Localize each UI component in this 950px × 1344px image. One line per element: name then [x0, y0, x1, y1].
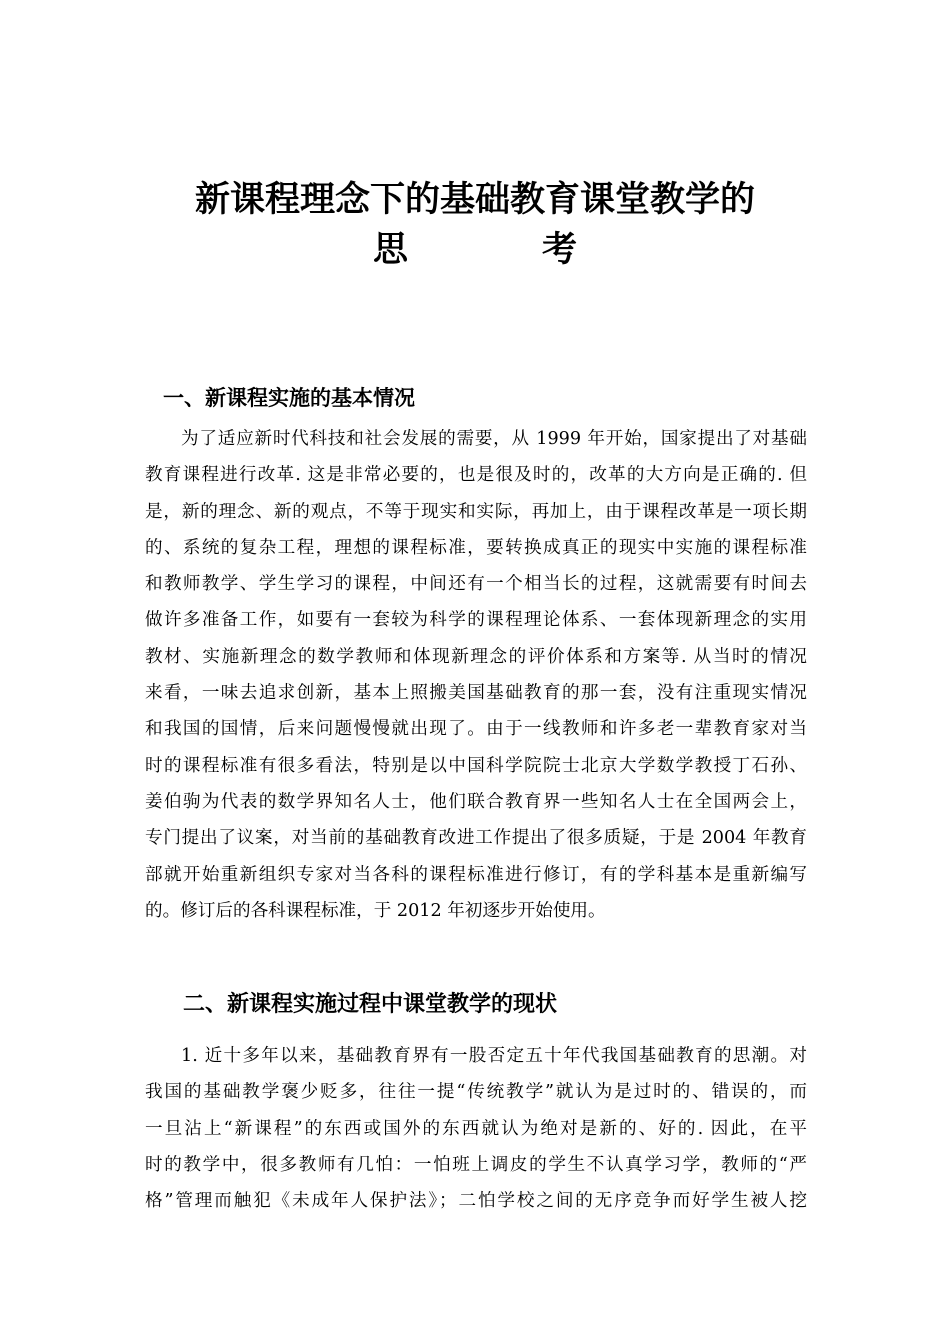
document-title-line-2: [120, 226, 830, 274]
paragraph-line: 部就开始重新组织专家对当各科的课程标准进行修订，有的学科基本是重新编写: [145, 864, 807, 885]
paragraph-line: 的。修订后的各科课程标准，于 2012 年初逐步开始使用。: [145, 900, 606, 921]
title-char-kao: 考: [542, 230, 578, 270]
section-1-paragraph: [145, 421, 807, 929]
paragraph-line: 姜伯驹为代表的数学界知名人士，他们联合教育界一些知名人士在全国两会上，: [145, 791, 807, 812]
section-1-heading: 一、新课程实施的基本情况: [163, 386, 415, 410]
paragraph-line: 做许多准备工作，如要有一套较为科学的课程理论体系、一套体现新理念的实用: [145, 610, 807, 631]
paragraph-line: 专门提出了议案，对当前的基础教育改进工作提出了很多质疑，于是 2004 年教育: [145, 828, 807, 849]
section-2-paragraph: [145, 1038, 807, 1219]
paragraph-line: 和我国的国情，后来问题慢慢就出现了。由于一线教师和许多老一辈教育家对当: [145, 719, 807, 740]
title-char-si: 思: [372, 230, 408, 270]
paragraph-line: 一旦沾上“新课程”的东西或国外的东西就认为绝对是新的、好的. 因此，在平: [145, 1118, 807, 1139]
paragraph-line: 格”管理而触犯《未成年人保护法》；二怕学校之间的无序竞争而好学生被人挖: [145, 1191, 807, 1212]
section-2-heading: 二、新课程实施过程中课堂教学的现状: [183, 992, 558, 1017]
paragraph-line: 1. 近十多年以来，基础教育界有一股否定五十年代我国基础教育的思潮。对: [181, 1046, 807, 1066]
paragraph-line: 是，新的理念、新的观点，不等于现实和实际，再加上，由于课程改革是一项长期: [145, 501, 807, 522]
document-title-line-1: 新课程理念下的基础教育课堂教学的: [194, 180, 755, 220]
paragraph-line: 为了适应新时代科技和社会发展的需要，从 1999 年开始，国家提出了对基础: [181, 429, 807, 449]
paragraph-line: 时的课程标准有很多看法，特别是以中国科学院院士北京大学数学教授丁石孙、: [145, 755, 807, 776]
paragraph-line: 时的教学中，很多教师有几怕：一怕班上调皮的学生不认真学习学，教师的“严: [145, 1154, 807, 1175]
paragraph-line: 的、系统的复杂工程，理想的课程标准，要转换成真正的现实中实施的课程标准: [145, 537, 807, 558]
paragraph-line: 教育课程进行改革. 这是非常必要的，也是很及时的，改革的大方向是正确的. 但: [145, 465, 807, 486]
paragraph-line: 我国的基础教学褒少贬多，往往一提“传统教学”就认为是过时的、错误的，而: [145, 1082, 807, 1103]
paragraph-line: 教材、实施新理念的数学教师和体现新理念的评价体系和方案等. 从当时的情况: [145, 646, 807, 667]
paragraph-line: 来看，一味去追求创新，基本上照搬美国基础教育的那一套，没有注重现实情况: [145, 683, 807, 704]
paragraph-line: 和教师教学、学生学习的课程，中间还有一个相当长的过程，这就需要有时间去: [145, 574, 807, 595]
